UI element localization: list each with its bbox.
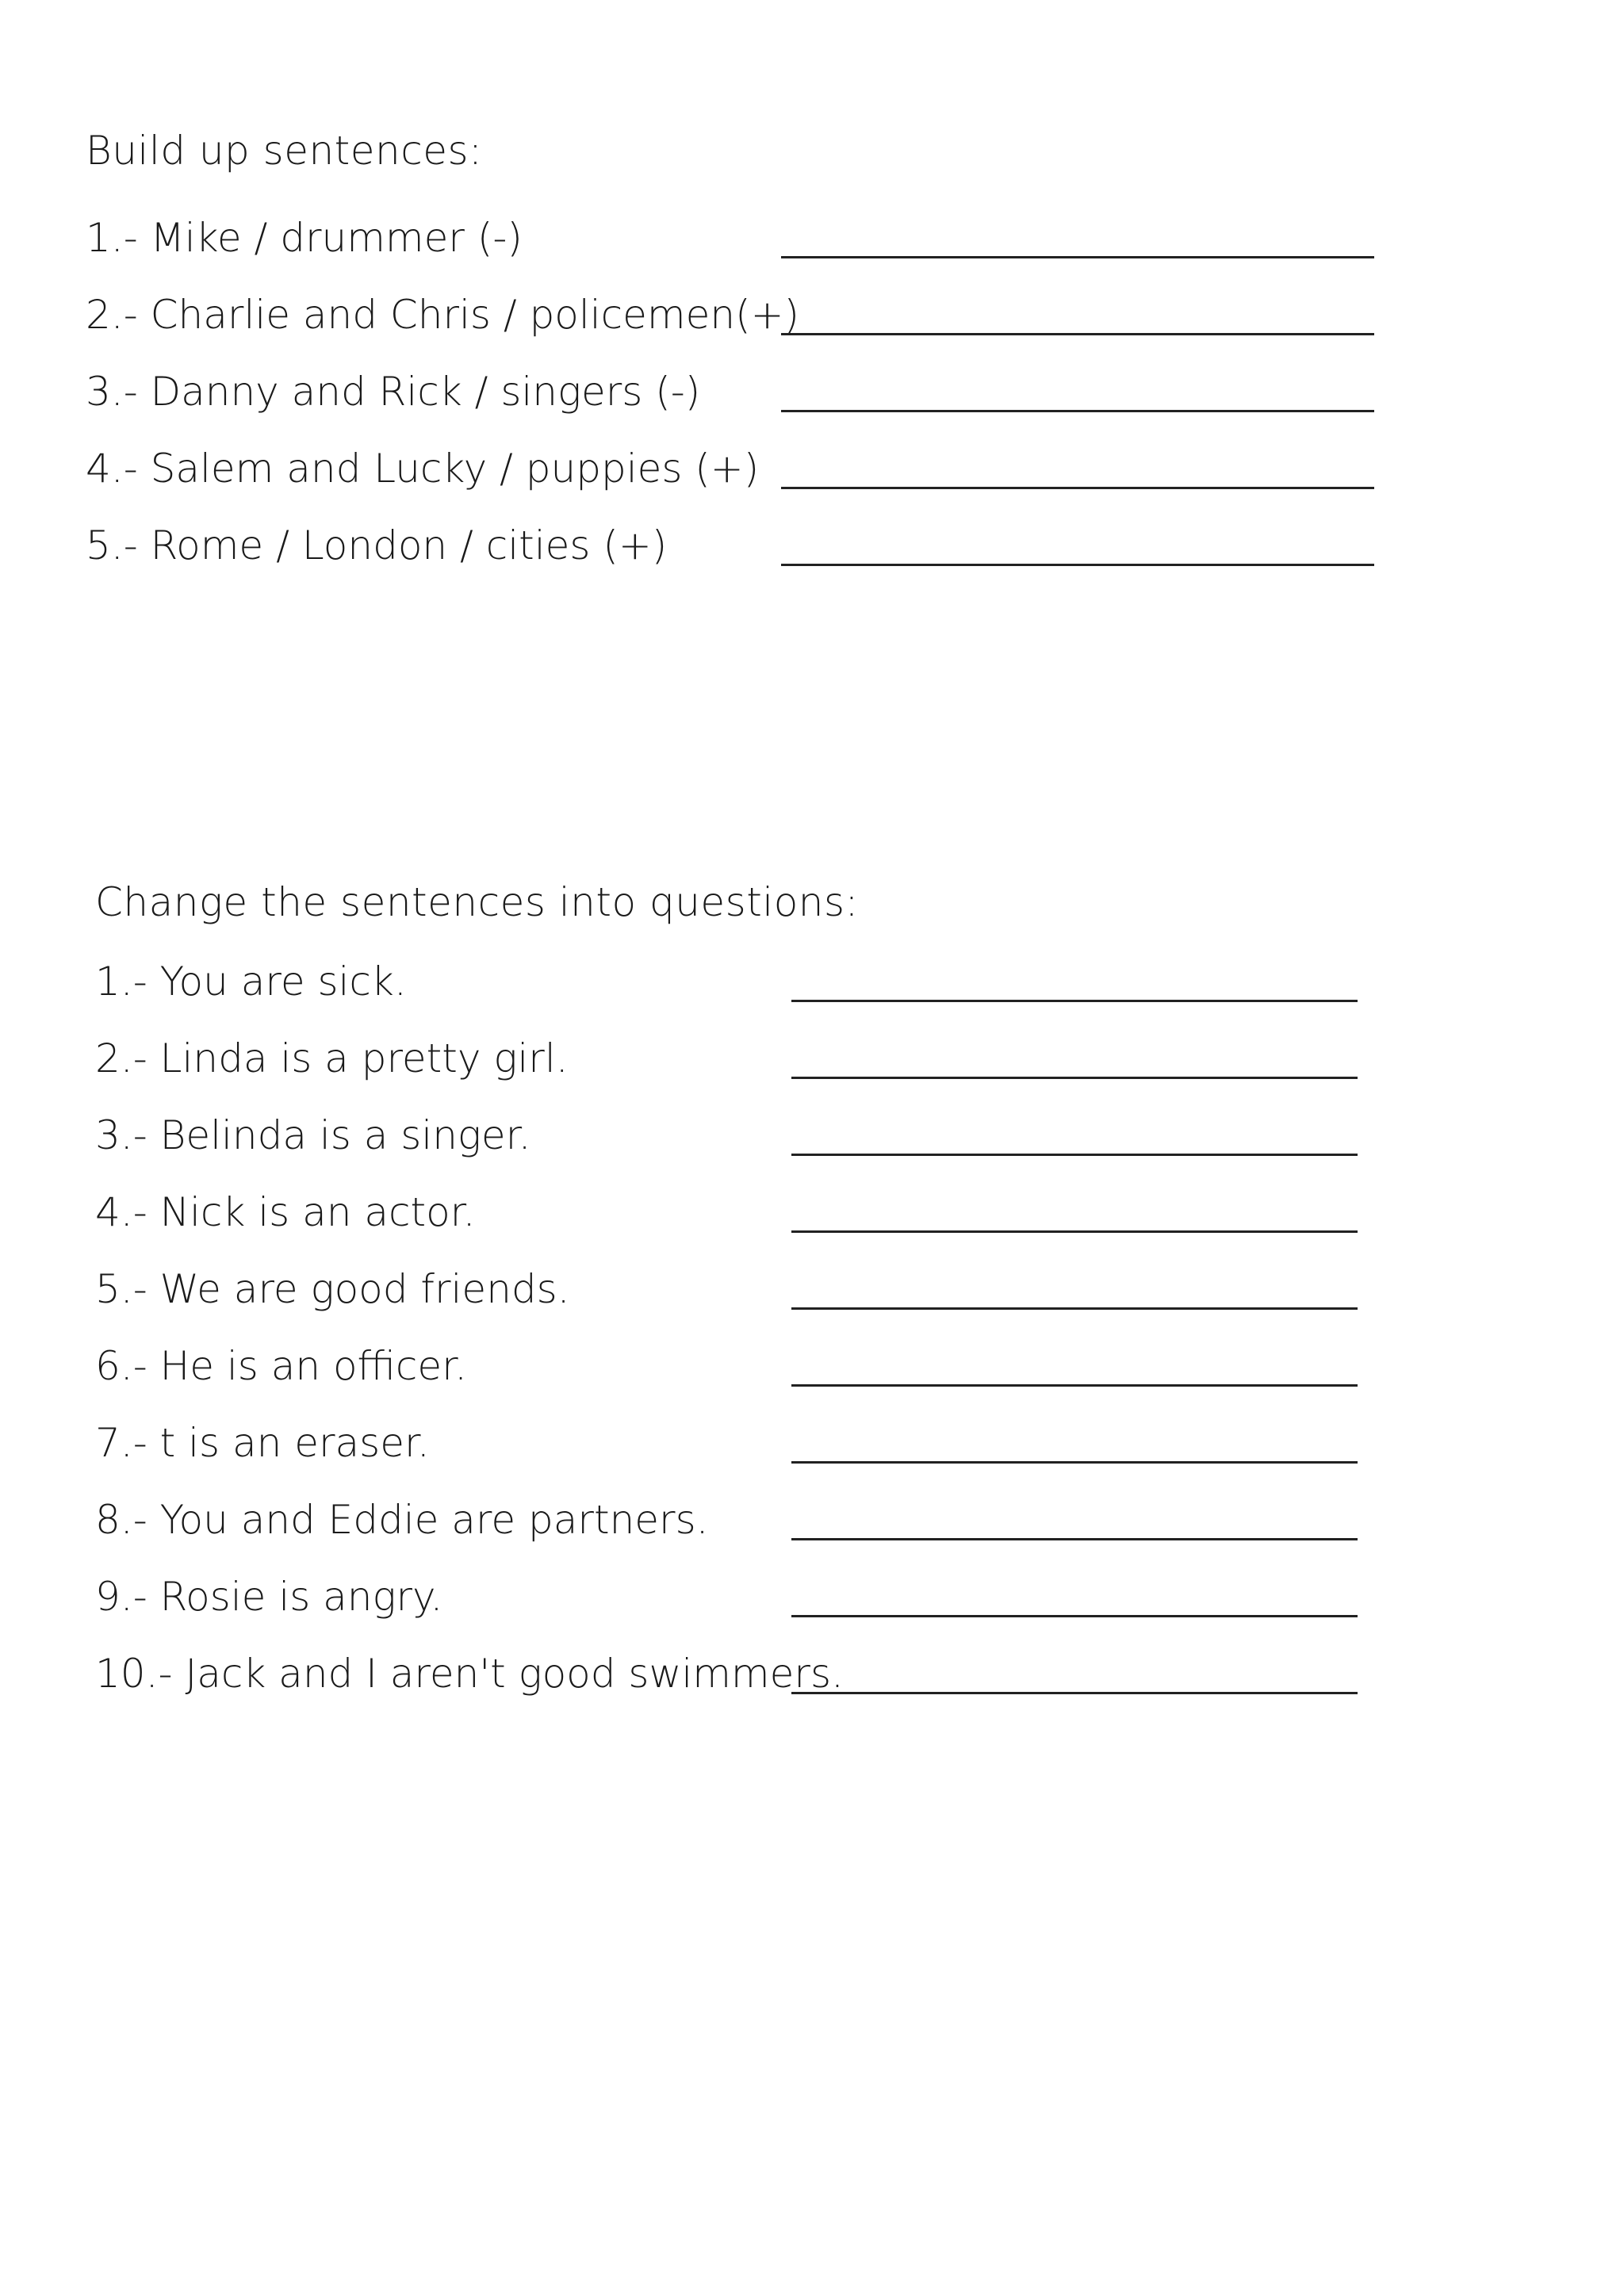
answer-line[interactable] [791,1692,1358,1694]
answer-line[interactable] [791,1615,1358,1617]
exercise-item [0,446,1624,526]
answer-line[interactable] [791,1230,1358,1233]
answer-line[interactable] [791,1538,1358,1540]
exercise-prompt: 3.- Belinda is a singer. [95,1112,531,1158]
section-heading: Build up sentences: [86,128,483,174]
exercise-prompt: 7.- t is an eraser. [95,1420,430,1466]
answer-line[interactable] [791,1461,1358,1464]
answer-line[interactable] [791,1154,1358,1156]
exercise-prompt: 1.- Mike / drummer (-) [86,215,523,261]
exercise-prompt: 9.- Rosie is angry. [95,1574,443,1620]
answer-line[interactable] [791,1384,1358,1387]
answer-line[interactable] [781,487,1374,489]
exercise-list [0,215,1624,603]
exercise-item [0,1343,1624,1423]
answer-line[interactable] [791,1000,1358,1002]
exercise-item [0,1189,1624,1269]
exercise-prompt: 6.- He is an officer. [95,1343,467,1389]
exercise-item [0,1035,1624,1115]
answer-line[interactable] [791,1307,1358,1310]
answer-line[interactable] [781,410,1374,412]
exercise-prompt: 8.- You and Eddie are partners. [95,1497,709,1543]
exercise-prompt: 2.- Charlie and Chris / policemen(+) [86,292,799,338]
exercise-item [0,215,1624,295]
exercise-prompt: 10.- Jack and I aren't good swimmers. [95,1651,844,1697]
answer-line[interactable] [781,256,1374,258]
exercise-prompt: 5.- We are good friends. [95,1266,570,1312]
exercise-item [0,522,1624,603]
exercise-prompt: 5.- Rome / London / cities (+) [86,522,668,568]
exercise-item [0,1497,1624,1577]
exercise-prompt: 4.- Nick is an actor. [95,1189,476,1235]
exercise-prompt: 1.- You are sick. [95,959,407,1004]
answer-line[interactable] [781,564,1374,566]
exercise-prompt: 2.- Linda is a pretty girl. [95,1035,569,1081]
section-heading: Change the sentences into questions: [95,879,859,925]
exercise-item [0,1420,1624,1500]
exercise-item [0,369,1624,449]
exercise-list [0,959,1624,1731]
exercise-item [0,1574,1624,1654]
answer-line[interactable] [781,333,1374,335]
exercise-item [0,1266,1624,1346]
exercise-item [0,1112,1624,1192]
exercise-prompt: 3.- Danny and Rick / singers (-) [86,369,701,415]
exercise-item [0,292,1624,372]
exercise-prompt: 4.- Salem and Lucky / puppies (+) [86,446,760,492]
exercise-item [0,959,1624,1039]
answer-line[interactable] [791,1077,1358,1079]
exercise-item [0,1651,1624,1731]
